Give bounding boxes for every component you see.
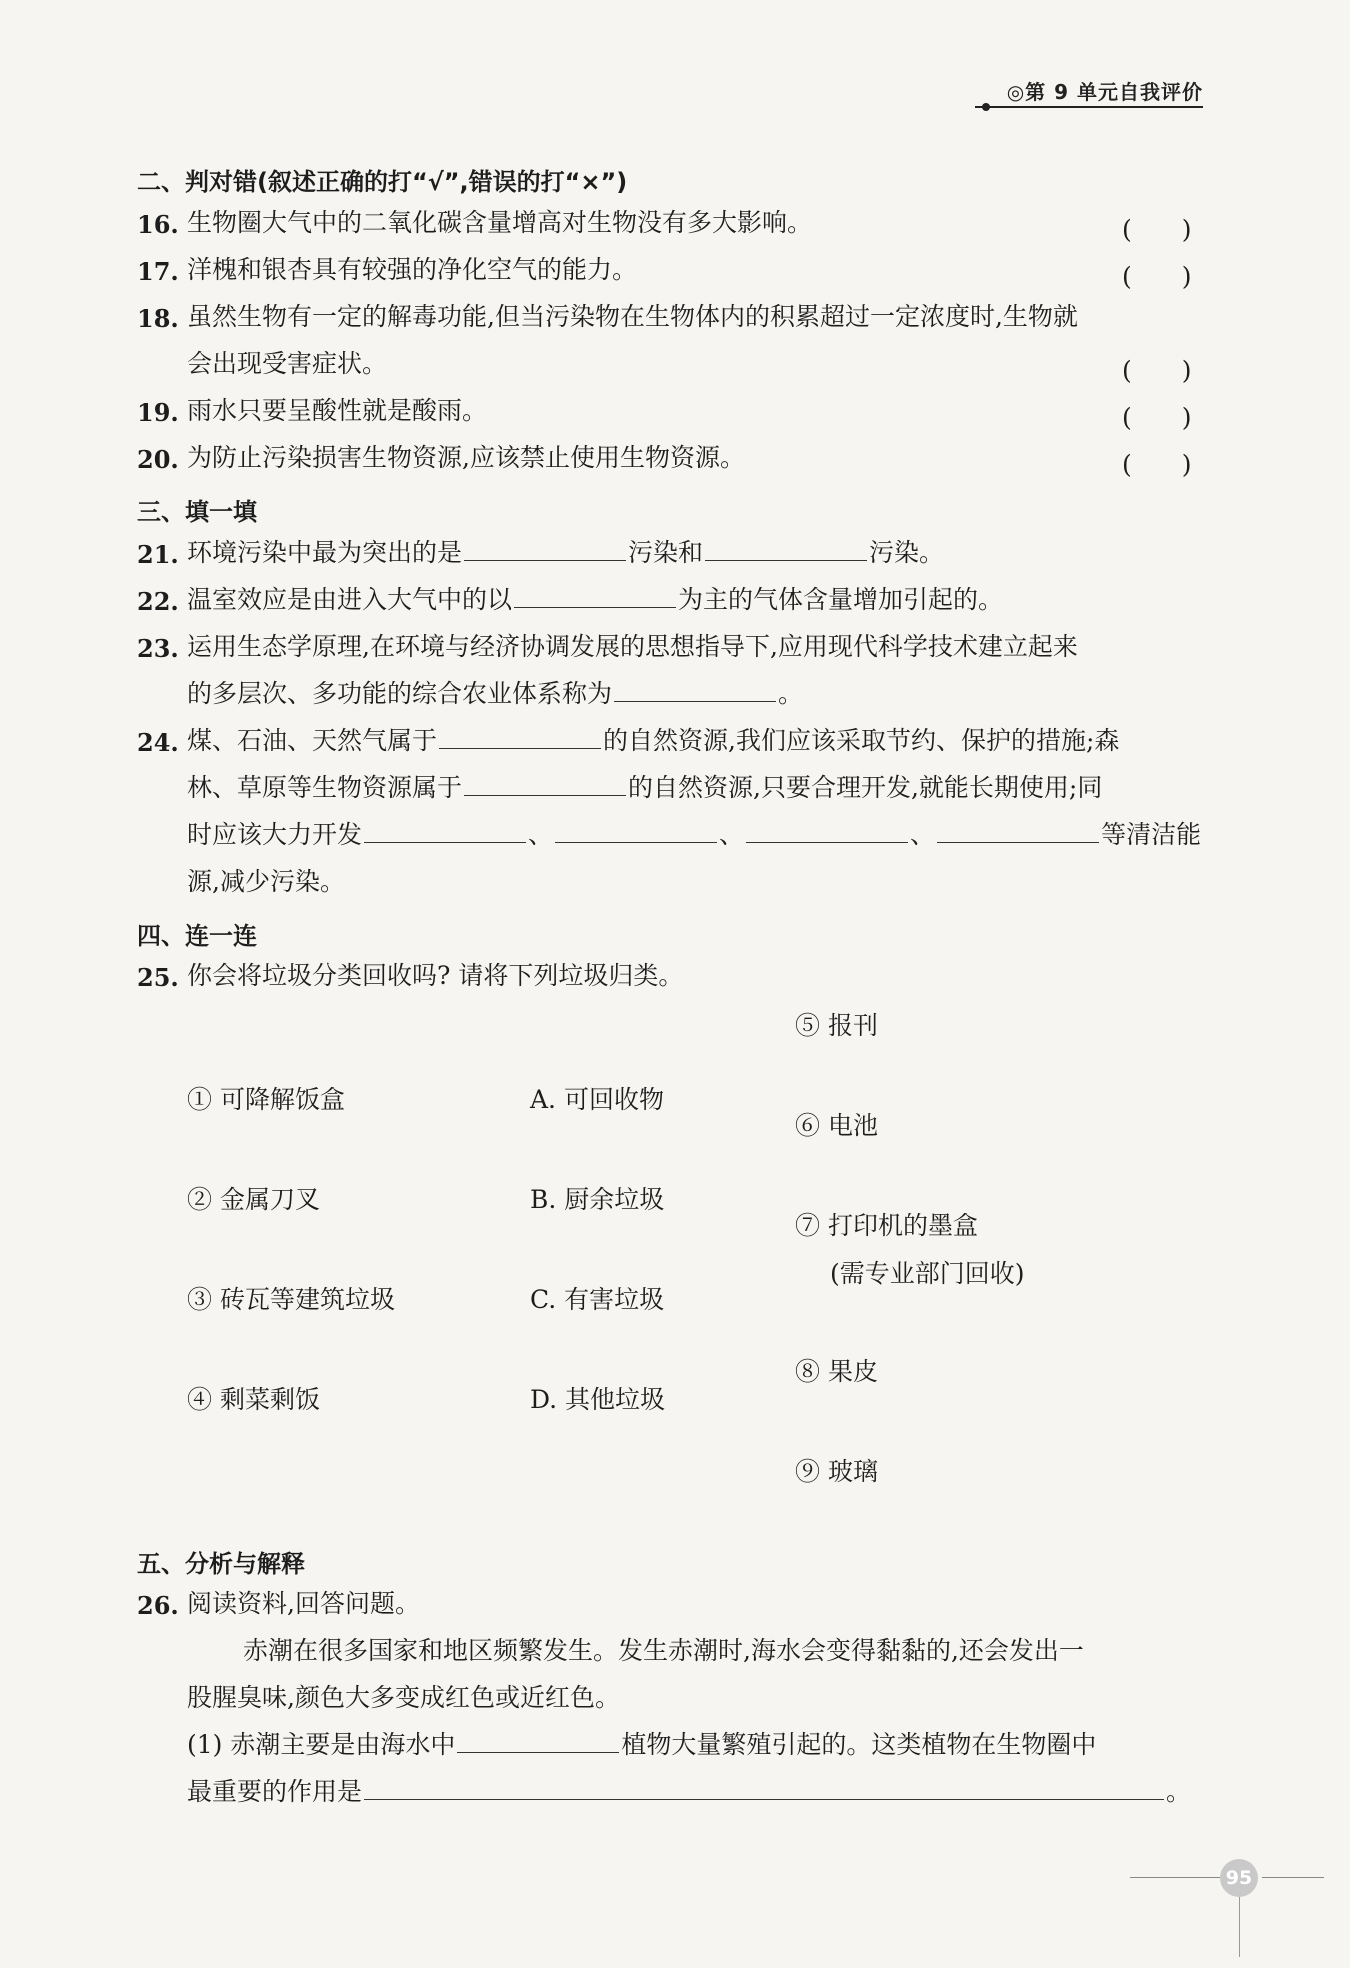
section-true-false-title: 二、判对错(叙述正确的打“√”,错误的打“×”) (137, 168, 628, 196)
page-number: 95 (1220, 1859, 1258, 1897)
q21-blank-2[interactable] (705, 559, 867, 561)
q16-number: 16. (137, 210, 179, 239)
q24-blank-5[interactable] (746, 841, 908, 843)
right-item-6[interactable]: ⑥ 电池 (795, 1111, 878, 1140)
q26-text: 阅读资料,回答问题。 (187, 1589, 420, 1618)
header-rule (975, 106, 1203, 108)
q17-answer-paren[interactable]: ( ) (1122, 262, 1192, 291)
category-a[interactable]: A. 可回收物 (530, 1085, 664, 1114)
header-rule-dot (982, 103, 990, 111)
q24-blank-4[interactable] (555, 841, 717, 843)
left-item-4[interactable]: ④ 剩菜剩饭 (187, 1385, 320, 1414)
q24-blank-1[interactable] (439, 747, 601, 749)
q16-text: 生物圈大气中的二氧化碳含量增高对生物没有多大影响。 (187, 208, 813, 237)
right-item-8[interactable]: ⑧ 果皮 (795, 1357, 878, 1386)
q25-number: 25. (137, 963, 179, 992)
q19-number: 19. (137, 398, 179, 427)
left-item-2[interactable]: ② 金属刀叉 (187, 1185, 320, 1214)
q23-text-line1: 运用生态学原理,在环境与经济协调发展的思想指导下,应用现代科学技术建立起来 (187, 632, 1078, 661)
q24-blank-2[interactable] (464, 794, 626, 796)
q24-text-line4: 源,减少污染。 (187, 867, 345, 896)
q19-answer-paren[interactable]: ( ) (1122, 403, 1192, 432)
page-number-rule-left (1130, 1877, 1222, 1878)
left-item-1[interactable]: ① 可降解饭盒 (187, 1085, 345, 1114)
section-matching-title: 四、连一连 (137, 922, 257, 950)
category-d[interactable]: D. 其他垃圾 (530, 1385, 666, 1414)
q18-number: 18. (137, 304, 179, 333)
q26-number: 26. (137, 1591, 179, 1620)
q26-sub1-blank-2[interactable] (364, 1798, 1164, 1800)
unit-header: ◎第 9 单元自我评价 (1006, 80, 1203, 104)
q21-number: 21. (137, 540, 179, 569)
q22-text: 温室效应是由进入大气中的以 为主的气体含量增加引起的。 (187, 585, 1004, 614)
q26-passage-line2: 股腥臭味,颜色大多变成红色或近红色。 (187, 1683, 620, 1712)
q21-text: 环境污染中最为突出的是 污染和 污染。 (187, 538, 945, 567)
q23-number: 23. (137, 634, 179, 663)
right-item-7-note: (需专业部门回收) (830, 1259, 1025, 1288)
q22-number: 22. (137, 587, 179, 616)
q26-sub1-line1: (1) 赤潮主要是由海水中 植物大量繁殖引起的。这类植物在生物圈中 (187, 1730, 1097, 1759)
q20-number: 20. (137, 445, 179, 474)
q20-text: 为防止污染损害生物资源,应该禁止使用生物资源。 (187, 443, 745, 472)
left-item-3[interactable]: ③ 砖瓦等建筑垃圾 (187, 1285, 395, 1314)
q18-answer-paren[interactable]: ( ) (1122, 356, 1192, 385)
q21-blank-1[interactable] (464, 559, 626, 561)
section-analysis-title: 五、分析与解释 (137, 1550, 305, 1578)
q19-text: 雨水只要呈酸性就是酸雨。 (187, 396, 488, 425)
section-fill-in-title: 三、填一填 (137, 498, 257, 526)
q17-text: 洋槐和银杏具有较强的净化空气的能力。 (187, 255, 638, 284)
q24-text-line3: 时应该大力开发 、 、 、 等清洁能 (187, 820, 1202, 849)
q24-blank-6[interactable] (937, 841, 1099, 843)
q24-number: 24. (137, 728, 179, 757)
q25-text: 你会将垃圾分类回收吗? 请将下列垃圾归类。 (187, 961, 684, 990)
q18-text-line1: 虽然生物有一定的解毒功能,但当污染物在生物体内的积累超过一定浓度时,生物就 (187, 302, 1078, 331)
q24-blank-3[interactable] (364, 841, 526, 843)
right-item-9[interactable]: ⑨ 玻璃 (795, 1457, 878, 1486)
q17-number: 17. (137, 257, 179, 286)
q20-answer-paren[interactable]: ( ) (1122, 450, 1192, 479)
right-item-7[interactable]: ⑦ 打印机的墨盒 (795, 1211, 978, 1240)
q23-text-line2: 的多层次、多功能的综合农业体系称为 。 (187, 679, 804, 708)
category-c[interactable]: C. 有害垃圾 (530, 1285, 665, 1314)
q26-passage-line1: 赤潮在很多国家和地区频繁发生。发生赤潮时,海水会变得黏黏的,还会发出一 (243, 1636, 1084, 1665)
right-item-5[interactable]: ⑤ 报刊 (795, 1011, 878, 1040)
category-b[interactable]: B. 厨余垃圾 (530, 1185, 665, 1214)
q18-text-line2: 会出现受害症状。 (187, 349, 388, 378)
q23-blank[interactable] (614, 700, 776, 702)
q24-text-line2: 林、草原等生物资源属于 的自然资源,只要合理开发,就能长期使用;同 (187, 773, 1103, 802)
q24-text-line1: 煤、石油、天然气属于 的自然资源,我们应该采取节约、保护的措施;森 (187, 726, 1120, 755)
page-number-rule-right (1262, 1877, 1324, 1878)
q26-sub1-blank-1[interactable] (457, 1751, 619, 1753)
q26-sub1-line2: 最重要的作用是 。 (187, 1777, 1192, 1806)
page-number-stem (1239, 1897, 1240, 1957)
q22-blank[interactable] (514, 606, 676, 608)
q16-answer-paren[interactable]: ( ) (1122, 215, 1192, 244)
